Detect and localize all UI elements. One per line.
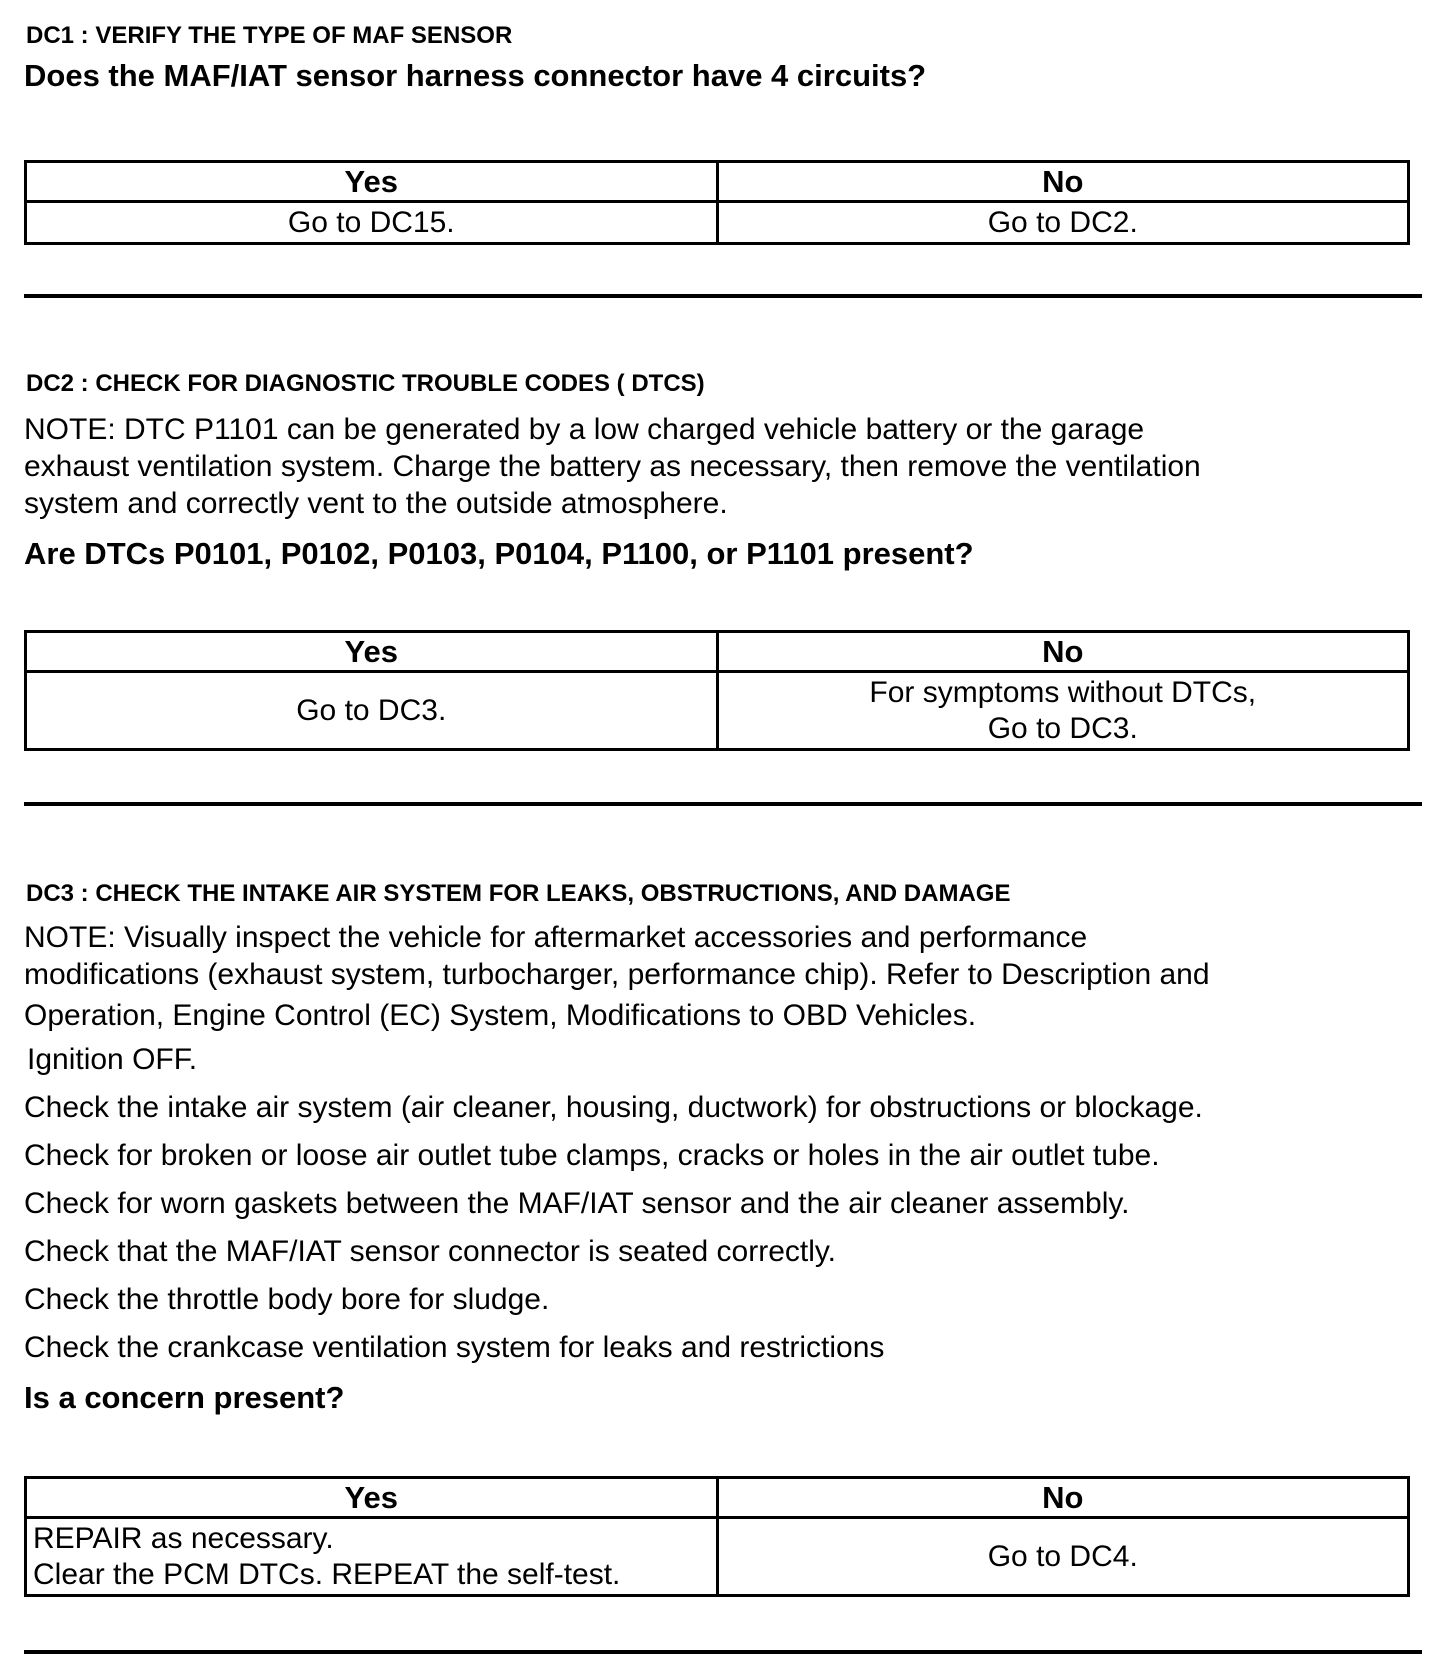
- dc1-decision-table: [24, 160, 1410, 245]
- dc2-question: Are DTCs P0101, P0102, P0103, P0104, P1100, or P1101 present?: [24, 536, 974, 571]
- dc3-question: Is a concern present?: [24, 1380, 345, 1415]
- dc3-note-line: NOTE: Visually inspect the vehicle for aftermarket accessories and performance: [24, 921, 1088, 954]
- dc2-note-line: exhaust ventilation system. Charge the battery as necessary, then remove the ventilation: [24, 450, 1201, 483]
- section-divider: [24, 1650, 1422, 1654]
- dc3-no-header: No: [717, 1478, 1409, 1518]
- dc2-decision-table: [24, 630, 1410, 751]
- dc2-no-header: No: [717, 632, 1409, 672]
- dc1-yes-action: Go to DC15.: [26, 202, 718, 244]
- dc2-title: DC2 : CHECK FOR DIAGNOSTIC TROUBLE CODES ( DTCS): [26, 370, 705, 397]
- dc3-yes-header: Yes: [26, 1478, 718, 1518]
- dc3-yes-action: [26, 1518, 718, 1596]
- dc2-yes-action: Go to DC3.: [26, 672, 718, 750]
- dc3-step: Check that the MAF/IAT sensor connector is seated correctly.: [24, 1235, 837, 1268]
- dc1-title: DC1 : VERIFY THE TYPE OF MAF SENSOR: [26, 22, 513, 49]
- dc3-note-line: modifications (exhaust system, turbocharger, performance chip). Refer to Description and: [24, 958, 1210, 991]
- dc3-yes-action-line: Clear the PCM DTCs. REPEAT the self-test.: [33, 1557, 621, 1591]
- dc2-no-action-line: Go to DC3.: [987, 711, 1138, 745]
- dc3-no-action: Go to DC4.: [717, 1518, 1409, 1596]
- dc2-no-action: [717, 672, 1409, 750]
- section-divider: [24, 802, 1422, 806]
- dc3-step: Ignition OFF.: [27, 1043, 198, 1076]
- dc3-yes-action-line: REPAIR as necessary.: [33, 1521, 334, 1555]
- dc2-note-line: NOTE: DTC P1101 can be generated by a low charged vehicle battery or the garage: [24, 413, 1145, 446]
- dc3-step: Check for broken or loose air outlet tube clamps, cracks or holes in the air outlet tube.: [24, 1139, 1160, 1172]
- dc3-step: Check the intake air system (air cleaner, housing, ductwork) for obstructions or blockage.: [24, 1091, 1203, 1124]
- dc3-note-line: Operation, Engine Control (EC) System, Modifications to OBD Vehicles.: [24, 999, 977, 1032]
- dc1-yes-header: Yes: [26, 162, 718, 202]
- dc3-title: DC3 : CHECK THE INTAKE AIR SYSTEM FOR LEAKS, OBSTRUCTIONS, AND DAMAGE: [26, 880, 1011, 907]
- dc1-no-action: Go to DC2.: [717, 202, 1409, 244]
- dc2-note-line: system and correctly vent to the outside atmosphere.: [24, 487, 728, 520]
- dc2-yes-header: Yes: [26, 632, 718, 672]
- dc3-step: Check for worn gaskets between the MAF/IAT sensor and the air cleaner assembly.: [24, 1187, 1130, 1220]
- dc1-question: Does the MAF/IAT sensor harness connector have 4 circuits?: [24, 58, 927, 93]
- dc3-step: Check the crankcase ventilation system for leaks and restrictions: [24, 1331, 885, 1364]
- dc1-no-header: No: [717, 162, 1409, 202]
- section-divider: [24, 294, 1422, 298]
- dc3-step: Check the throttle body bore for sludge.: [24, 1283, 550, 1316]
- dc3-decision-table: [24, 1476, 1410, 1597]
- dc2-no-action-line: For symptoms without DTCs,: [869, 675, 1257, 709]
